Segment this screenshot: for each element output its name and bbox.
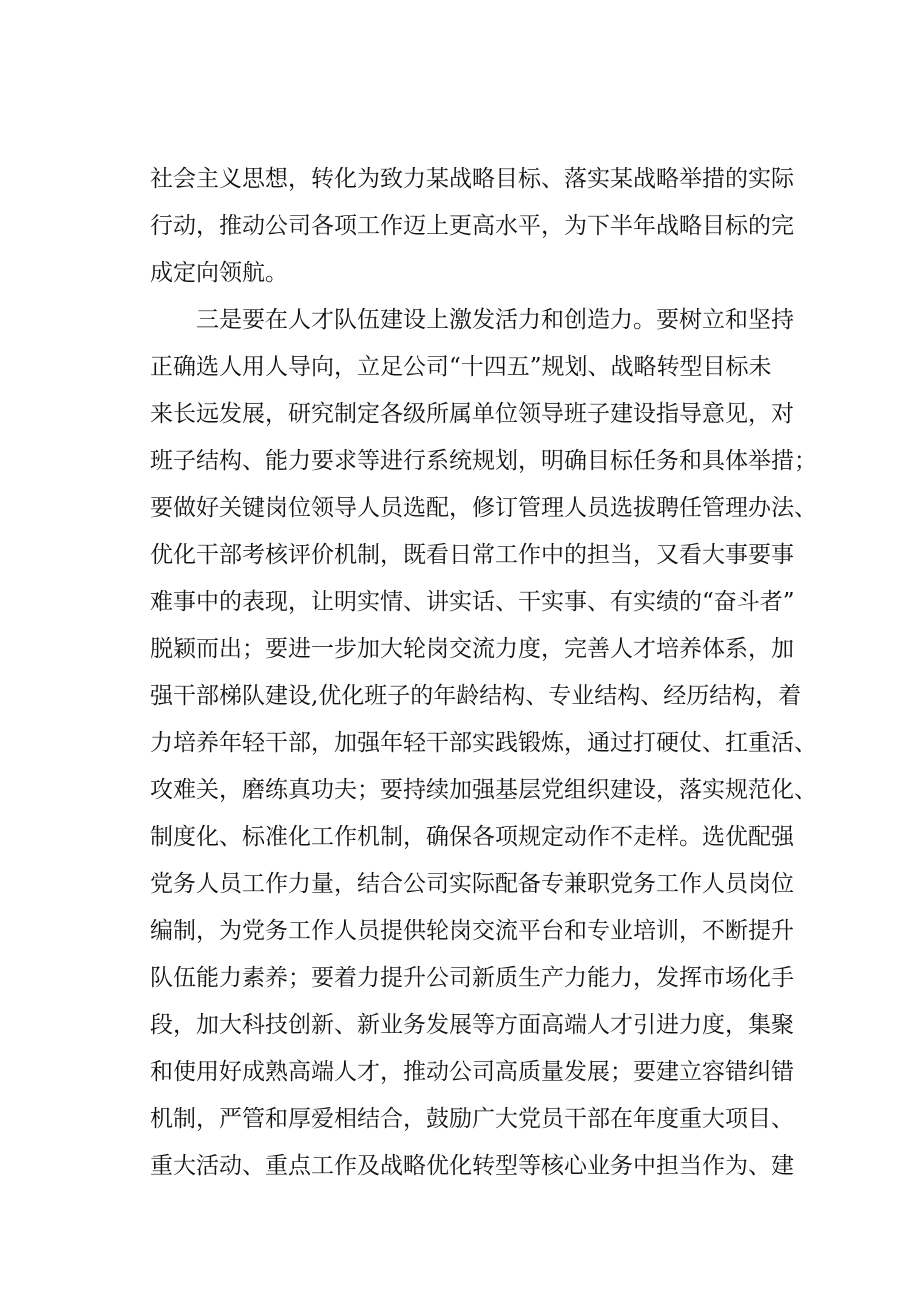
document-body [150, 156, 817, 1190]
text-line: 脱颖而出；要进一步加大轮岗交流力度，完善人才培养体系，加 [150, 636, 794, 662]
text-line: 重大活动、重点工作及战略优化转型等核心业务中担当作为、建 [150, 1153, 794, 1179]
text-line: 制度化、标准化工作机制，确保各项规定动作不走样。选优配强 [150, 824, 794, 850]
text-line: 要做好关键岗位领导人员选配，修订管理人员选拔聘任管理办法、 [150, 495, 817, 521]
text-line: 党务人员工作力量，结合公司实际配备专兼职党务工作人员岗位 [150, 871, 794, 897]
text-line: 难事中的表现，让明实情、讲实话、干实事、有实绩的“奋斗者” [150, 589, 795, 615]
text-line: 班子结构、能力要求等进行系统规划，明确目标任务和具体举措； [150, 448, 817, 474]
text-line: 机制，严管和厚爱相结合，鼓励广大党员干部在年度重大项目、 [150, 1106, 794, 1132]
text-line: 攻难关，磨练真功夫；要持续加强基层党组织建设，落实规范化、 [150, 777, 817, 803]
paragraph-three [150, 297, 817, 1190]
text-line: 编制，为党务工作人员提供轮岗交流平台和专业培训，不断提升 [150, 918, 794, 944]
text-line: 成定向领航。 [150, 260, 288, 286]
text-line: 优化干部考核评价机制，既看日常工作中的担当，又看大事要事 [150, 542, 794, 568]
text-line: 力培养年轻干部，加强年轻干部实践锻炼，通过打硬仗、扛重活、 [150, 730, 817, 756]
text-line: 行动，推动公司各项工作迈上更高水平，为下半年战略目标的完 [150, 213, 794, 239]
text-line: 和使用好成熟高端人才，推动公司高质量发展；要建立容错纠错 [150, 1059, 794, 1085]
text-line: 三是要在人才队伍建设上激发活力和创造力。要树立和坚持 [150, 307, 794, 333]
text-line: 强干部梯队建设,优化班子的年龄结构、专业结构、经历结构，着 [150, 683, 802, 709]
text-line: 正确选人用人导向，立足公司“十四五”规划、战略转型目标未 [150, 354, 772, 380]
paragraph-continued [150, 156, 810, 297]
text-line: 队伍能力素养；要着力提升公司新质生产力能力，发挥市场化手 [150, 965, 794, 991]
text-line: 来长远发展，研究制定各级所属单位领导班子建设指导意见，对 [150, 401, 794, 427]
text-line: 社会主义思想，转化为致力某战略目标、落实某战略举措的实际 [150, 166, 794, 192]
text-line: 段，加大科技创新、新业务发展等方面高端人才引进力度，集聚 [150, 1012, 794, 1038]
